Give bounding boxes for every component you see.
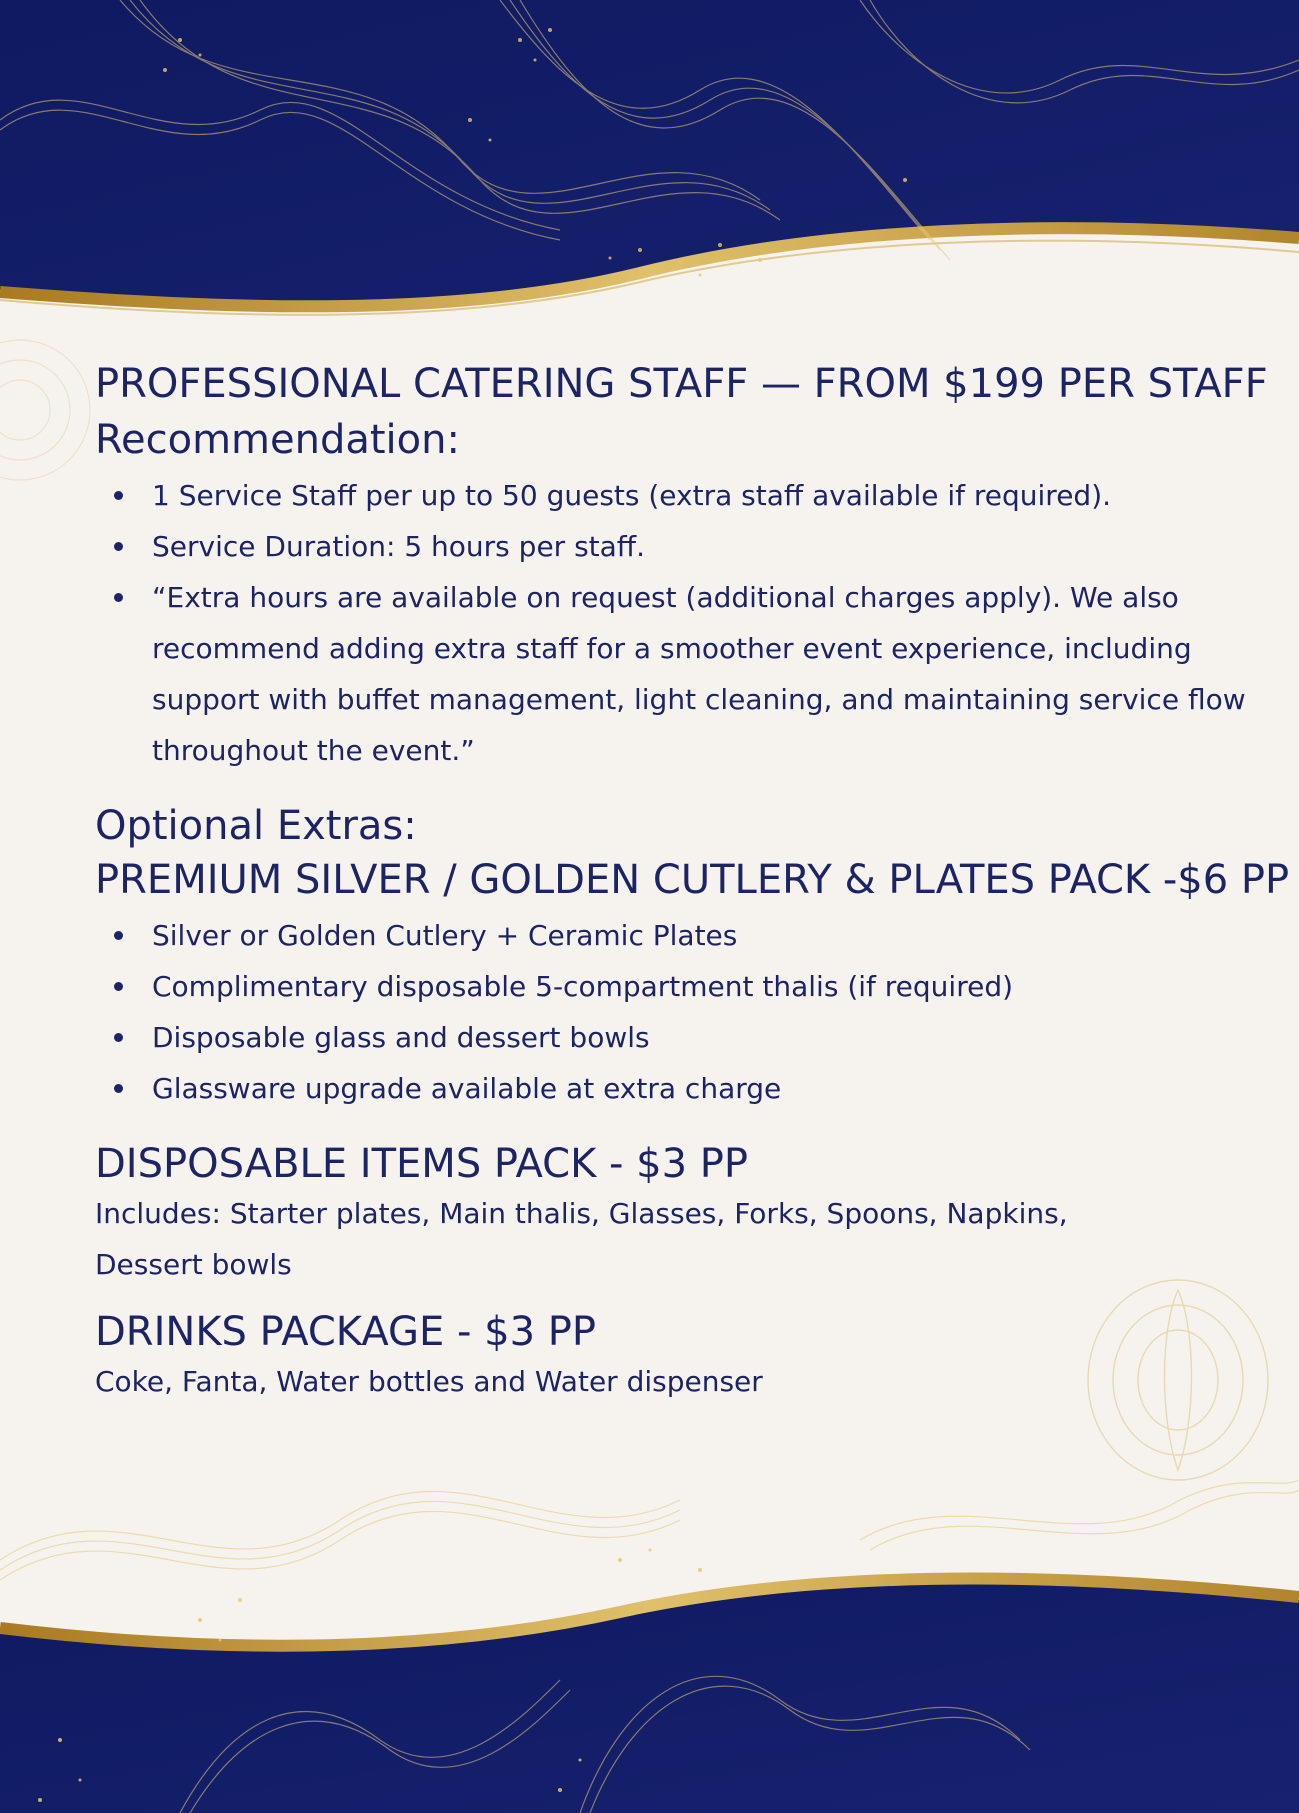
list-item: Disposable glass and dessert bowls	[95, 1012, 1262, 1063]
ornament-top-left	[0, 340, 90, 480]
disposable-description: Includes: Starter plates, Main thalis, Glasses, Forks, Spoons, Napkins, Dessert bowls	[95, 1197, 1068, 1281]
staff-heading: PROFESSIONAL CATERING STAFF — FROM $199 PER STAFF	[95, 361, 1268, 407]
drinks-heading: DRINKS PACKAGE - $3 PP	[95, 1309, 596, 1355]
list-item: Glassware upgrade available at extra charge	[95, 1063, 1262, 1114]
optional-extras-section	[95, 802, 1290, 1114]
top-navy-band	[0, 0, 1299, 303]
optional-extras-label: Optional Extras:	[95, 803, 417, 849]
list-item: “Extra hours are available on request (additional charges apply). We also recommend adding extra staff for a smoother event experience, including support with buffet management, light cleaning, and maintaining service flow throughout the event.”	[95, 572, 1262, 776]
list-item: Silver or Golden Cutlery + Ceramic Plates	[95, 910, 1262, 961]
page-content	[95, 360, 1290, 1407]
bottom-navy-band	[0, 1581, 1299, 1813]
disposable-heading: DISPOSABLE ITEMS PACK - $3 PP	[95, 1141, 749, 1187]
drinks-section	[95, 1308, 1285, 1407]
cutlery-pack-list	[95, 910, 1285, 1114]
list-item: Complimentary disposable 5-compartment thalis (if required)	[95, 961, 1262, 1012]
list-item: Service Duration: 5 hours per staff.	[95, 521, 1262, 572]
recommendation-list	[95, 470, 1285, 776]
staff-section	[95, 360, 1285, 776]
drinks-description: Coke, Fanta, Water bottles and Water dispenser	[95, 1365, 763, 1398]
list-item: 1 Service Staff per up to 50 guests (extra staff available if required).	[95, 470, 1262, 521]
recommendation-label: Recommendation:	[95, 417, 460, 463]
disposable-section	[95, 1140, 1285, 1290]
cutlery-pack-heading: PREMIUM SILVER / GOLDEN CUTLERY & PLATES PACK -$6 PP	[95, 857, 1290, 903]
